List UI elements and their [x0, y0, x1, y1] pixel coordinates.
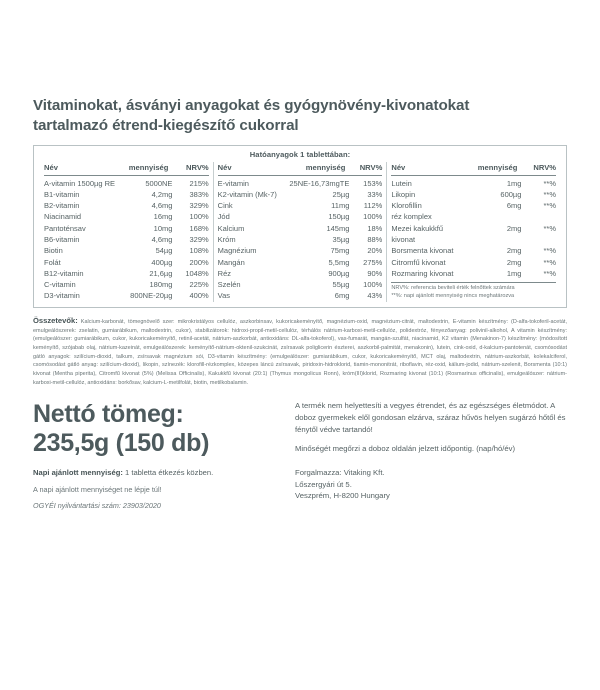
product-title-line-1: Vitaminokat, ásványi anyagokat és gyógynövény-kivonatokat	[33, 97, 470, 114]
cell-nutrient-amount: 2mg	[506, 246, 522, 256]
table-row	[44, 268, 209, 279]
cell-nutrient-amount: 21,6µg	[149, 268, 173, 278]
cell-nutrient-amount: 2mg	[506, 257, 522, 267]
cell-nutrient-name: Likopin	[391, 189, 416, 199]
table-row	[44, 245, 209, 256]
cell-nutrient-nrv: 100%	[363, 212, 383, 222]
nutrition-table-panel	[33, 145, 567, 308]
cell-nutrient-amount: 25NE-16,73mgTE	[289, 178, 350, 188]
table-row	[44, 175, 209, 189]
column-header-amount: mennyiség	[284, 162, 350, 176]
cell-nutrient-amount: 800NE-20µg	[130, 291, 173, 301]
cell-nutrient-name: Mangán	[217, 257, 245, 267]
table-row	[391, 234, 556, 245]
cell-nutrient-name: Króm	[217, 234, 236, 244]
table-row	[44, 200, 209, 211]
cell-nutrient-nrv: 43%	[367, 291, 383, 301]
cell-nutrient-amount: 10mg	[153, 223, 173, 233]
cell-nutrient-amount: 600µg	[500, 189, 522, 199]
table-row	[391, 223, 556, 234]
cell-nutrient-nrv: 20%	[367, 246, 383, 256]
cell-nutrient-nrv: 329%	[189, 234, 209, 244]
cell-nutrient-amount: 55µg	[332, 280, 350, 290]
column-header-name: Név	[218, 162, 284, 176]
table-row	[218, 175, 383, 189]
cell-nutrient-amount: 4,2mg	[151, 189, 173, 199]
cell-nutrient-nrv: 1048%	[185, 268, 209, 278]
bottom-section	[33, 400, 567, 509]
cell-nutrient-name: Kalcium	[217, 223, 245, 233]
dosage-value: 1 tabletta étkezés közben.	[122, 468, 214, 478]
ingredients-label: Összetevők:	[33, 315, 78, 325]
nutrition-table-2	[218, 162, 383, 302]
table-row	[218, 291, 383, 302]
table-row	[44, 212, 209, 223]
cell-nutrient-nrv: 383%	[189, 189, 209, 199]
dosage-line	[33, 467, 281, 478]
table-row	[218, 234, 383, 245]
cell-nutrient-nrv: **%	[543, 257, 557, 267]
nutrition-column-3	[386, 162, 560, 302]
cell-nutrient-nrv: 153%	[363, 178, 383, 188]
cell-nutrient-nrv: **%	[543, 223, 557, 233]
table-row	[391, 212, 556, 223]
cell-nutrient-amount	[477, 234, 521, 245]
table-row	[218, 223, 383, 234]
cell-nutrient-name: Citromfű kivonat	[391, 257, 446, 267]
cell-nutrient-name: Rozmaring kivonat	[391, 268, 454, 278]
cell-nutrient-name: D3-vitamin	[44, 291, 80, 301]
best-before-text: Minőségét megőrzi a doboz oldalán jelzett időpontig. (nap/hó/év)	[295, 444, 516, 454]
cell-nutrient-nrv: 33%	[367, 189, 383, 199]
cell-nutrient-amount: 5,5mg	[328, 257, 350, 267]
cell-nutrient-nrv: 100%	[189, 212, 209, 222]
cell-nutrient-name: Mezei kakukkfű	[391, 223, 444, 233]
ingredients-paragraph	[33, 315, 567, 387]
cell-nutrient-nrv: 100%	[363, 280, 383, 290]
column-header-nrv: NRV%	[172, 162, 208, 176]
cell-nutrient-nrv: **%	[543, 268, 557, 278]
column-header-name: Név	[44, 162, 123, 176]
cell-nutrient-amount: 180mg	[149, 280, 173, 290]
cell-nutrient-amount: 6mg	[334, 291, 350, 301]
cell-nutrient-amount: 75mg	[330, 246, 350, 256]
cell-nutrient-nrv: 329%	[189, 201, 209, 211]
table-row	[391, 257, 556, 268]
cell-nutrient-amount: 1mg	[506, 268, 522, 278]
nutrition-table-3-body	[391, 175, 556, 279]
cell-nutrient-amount	[477, 212, 521, 223]
cell-nutrient-name: Magnézium	[217, 246, 257, 256]
dosage-label: Napi ajánlott mennyiség:	[33, 468, 123, 478]
nutrition-table-1-body	[44, 175, 209, 302]
nutrition-columns	[40, 162, 560, 302]
column-header-nrv: NRV%	[349, 162, 382, 176]
table-row	[44, 189, 209, 200]
cell-nutrient-amount: 4,6mg	[151, 201, 173, 211]
cell-nutrient-name: K2-vitamin (Mk-7)	[217, 189, 277, 199]
bottom-left-column	[33, 400, 291, 509]
table-row	[218, 257, 383, 268]
cell-nutrient-name: Folát	[44, 257, 61, 267]
cell-nutrient-nrv: **%	[543, 178, 557, 188]
cell-nutrient-amount: 900µg	[328, 268, 350, 278]
registration-number: OGYÉI nyilvántartási szám: 23903/2020	[33, 500, 161, 510]
table-row	[218, 279, 383, 290]
net-weight	[33, 400, 281, 458]
nutrition-column-2	[213, 162, 387, 302]
cell-nutrient-nrv: 88%	[367, 234, 383, 244]
nutrition-table-2-body	[218, 175, 383, 302]
cell-nutrient-amount: 11mg	[331, 201, 350, 211]
cell-nutrient-nrv: 108%	[189, 246, 209, 256]
cell-nutrient-amount: 400µg	[151, 257, 173, 267]
cell-nutrient-nrv: 18%	[367, 223, 383, 233]
nutrition-footnotes	[391, 282, 556, 300]
cell-nutrient-amount: 2mg	[506, 223, 522, 233]
table-header-row	[391, 162, 556, 176]
table-row	[44, 291, 209, 302]
disclaimer-text: A termék nem helyettesíti a vegyes étrendet, és az egészséges életmódot. A doboz gyermekek elől gondosan elzárva, száraz hűvös helyen sugárzó hőtől és fénytől védve tartandó!	[295, 401, 566, 434]
table-row	[218, 200, 383, 211]
distributor-block	[295, 467, 567, 502]
column-header-amount: mennyiség	[477, 162, 521, 176]
table-row	[44, 223, 209, 234]
cell-nutrient-nrv	[521, 234, 556, 245]
footnote-line: **%: napi ajánlott mennyiség nincs meghatározva	[391, 292, 515, 299]
cell-nutrient-nrv: 225%	[189, 280, 209, 290]
cell-nutrient-nrv: **%	[543, 246, 557, 256]
cell-nutrient-amount: 1mg	[506, 178, 522, 188]
cell-nutrient-nrv	[521, 212, 556, 223]
nutrition-table-caption: Hatóanyagok 1 tablettában:	[249, 149, 351, 159]
table-row	[218, 189, 383, 200]
table-row	[391, 175, 556, 189]
cell-nutrient-name: Niacinamid	[44, 212, 82, 222]
cell-nutrient-name: B6-vitamin	[44, 234, 80, 244]
table-header-row	[44, 162, 209, 176]
cell-nutrient-name: Borsmenta kivonat	[391, 246, 454, 256]
cell-nutrient-name: kivonat	[391, 234, 416, 244]
cell-nutrient-name: E-vitamin	[217, 178, 249, 188]
table-row	[218, 245, 383, 256]
distributor-city: Veszprém, H-8200 Hungary	[295, 491, 390, 501]
cell-nutrient-amount: 35µg	[332, 234, 350, 244]
column-header-nrv: NRV%	[521, 162, 556, 176]
nutrition-table-1	[44, 162, 209, 302]
cell-nutrient-amount: 54µg	[155, 246, 173, 256]
table-row	[391, 268, 556, 279]
column-header-amount: mennyiség	[123, 162, 172, 176]
cell-nutrient-name: Pantoténsav	[44, 223, 86, 233]
cell-nutrient-name: Cink	[217, 201, 233, 211]
cell-nutrient-amount: 150µg	[328, 212, 350, 222]
cell-nutrient-name: C-vitamin	[44, 280, 76, 290]
column-header-name: Név	[391, 162, 477, 176]
cell-nutrient-nrv: 200%	[189, 257, 209, 267]
cell-nutrient-name: Biotin	[44, 246, 63, 256]
cell-nutrient-name: Réz	[217, 268, 232, 278]
label-content	[33, 96, 567, 510]
cell-nutrient-name: A-vitamin 1500µg RE	[44, 178, 116, 188]
cell-nutrient-amount: 4,6mg	[151, 234, 173, 244]
cell-nutrient-name: Szelén	[217, 280, 241, 290]
cell-nutrient-amount: 145mg	[326, 223, 350, 233]
cell-nutrient-nrv: **%	[543, 189, 557, 199]
table-row	[218, 212, 383, 223]
page-title	[33, 96, 567, 136]
table-row	[391, 189, 556, 200]
table-header-row	[218, 162, 383, 176]
cell-nutrient-name: B2-vitamin	[44, 201, 80, 211]
table-row	[218, 268, 383, 279]
cell-nutrient-nrv: 400%	[189, 291, 209, 301]
nutrition-column-1	[40, 162, 213, 302]
cell-nutrient-name: Jód	[217, 212, 230, 222]
cell-nutrient-amount: 6mg	[506, 201, 522, 211]
cell-nutrient-amount: 5000NE	[145, 178, 173, 188]
dosage-warning: A napi ajánlott mennyiséget ne lépje túl!	[33, 484, 162, 494]
distributor-street: Lőszergyári út 5.	[295, 479, 352, 489]
table-row	[44, 257, 209, 268]
cell-nutrient-nrv: **%	[543, 201, 557, 211]
cell-nutrient-amount: 16mg	[153, 212, 173, 222]
product-title-line-2: tartalmazó étrend-kiegészítő cukorral	[33, 116, 299, 134]
net-weight-label: Nettó tömeg:	[33, 400, 184, 429]
cell-nutrient-nrv: 275%	[363, 257, 383, 267]
cell-nutrient-amount: 25µg	[332, 189, 350, 199]
bottom-right-column	[291, 400, 567, 509]
cell-nutrient-name: B12-vitamin	[44, 268, 84, 278]
cell-nutrient-nrv: 112%	[363, 201, 383, 211]
table-row	[391, 200, 556, 211]
nutrition-table-3	[391, 162, 556, 280]
table-row	[391, 245, 556, 256]
footnote-line: NRV%: referencia beviteli érték felnőttek számára	[391, 285, 515, 292]
net-weight-value: 235,5g (150 db)	[33, 429, 210, 458]
cell-nutrient-name: Klorofillin	[391, 201, 422, 211]
cell-nutrient-name: réz komplex	[391, 212, 432, 222]
table-row	[44, 234, 209, 245]
distributor-name: Forgalmazza: Vitaking Kft.	[295, 467, 385, 477]
cell-nutrient-nrv: 90%	[367, 268, 383, 278]
table-row	[44, 279, 209, 290]
cell-nutrient-nrv: 215%	[189, 178, 209, 188]
cell-nutrient-nrv: 168%	[189, 223, 209, 233]
cell-nutrient-name: B1-vitamin	[44, 189, 80, 199]
cell-nutrient-name: Vas	[217, 291, 231, 301]
cell-nutrient-name: Lutein	[391, 178, 412, 188]
ingredients-text: Kalcium-karbonát, tömegnövelő szer: mikrokristályos cellulóz, aszkorbinsav, kukoricakeményítő, magnézium-oxid, magnézium-citrát, maltodextrin, E-vitamin készítmény: (D-alfa-tokoferil-acetát, emulgeálószerek: zselatin, gumiarábikum, maltodextrin, cukor), stabilizátorok: hidroxi-propil-metil-cellulóz, térhálós nátrium-karboxi-metil-cellulóz, polidextróz, fényezőanyag: polivinil-alkohol, A vitamin készítmény: (emulgeálószer: gumiarábikum, cukor, kukoricakeményítő, retinil-acetát, nátrium-aszkorbát, antioxidáns: DL-alfa-tokoferol), vas-fumarát, mangán-szulfát, niacinamid, K2 vitamin (Menakinon-7) készítmény: (módosított keményítő, szójabab olaj, nátrium-kazeinát, emulgeálószerek: keményítő-nátrium-oktenil-szukcinát, zsírsavak poliglicerin észterei, aszkorbil-palmitát, menakonin), lutein, cink-oxid, d-kalcium-pantotenát, csomósodást gátló anyagok: szilícium-dioxid, talkum, zsírsavak magnézium sói, D3-vitamin készítmény: (emulgeálószer: gumiarábikum, cukor, kukoricakeményítő, MCT olaj, maltodextrin, nátrium-aszkorbát, kolekalciferol, csomósodást gátló anyag: szilícium-dioxid), likopin, színezék: klorofill-rézkomplex, közepes láncú zsírsavak, piridoxin-hidroklorid, tiamin-mononitrát, riboflavin, réz-oxid, kálium-jodid, nátrium-szelenit, Borsmenta (10:1) kivonat (Mentha piperita), Citromfű kivonat (5%) (Melissa Officinalis), Kakukkfű kivonat (20:1) (Thymus mongolicus Ronn), króm(III)klorid, Rozmaring kivonat (10:1) (Rosmarinus officinalis), emulgeálószer: nátrium-karboxi-metil-cellulóz, antioxidáns: borkősav, kalcium-L-metilfolát, biotin, metilkobalamin.	[33, 318, 567, 386]
